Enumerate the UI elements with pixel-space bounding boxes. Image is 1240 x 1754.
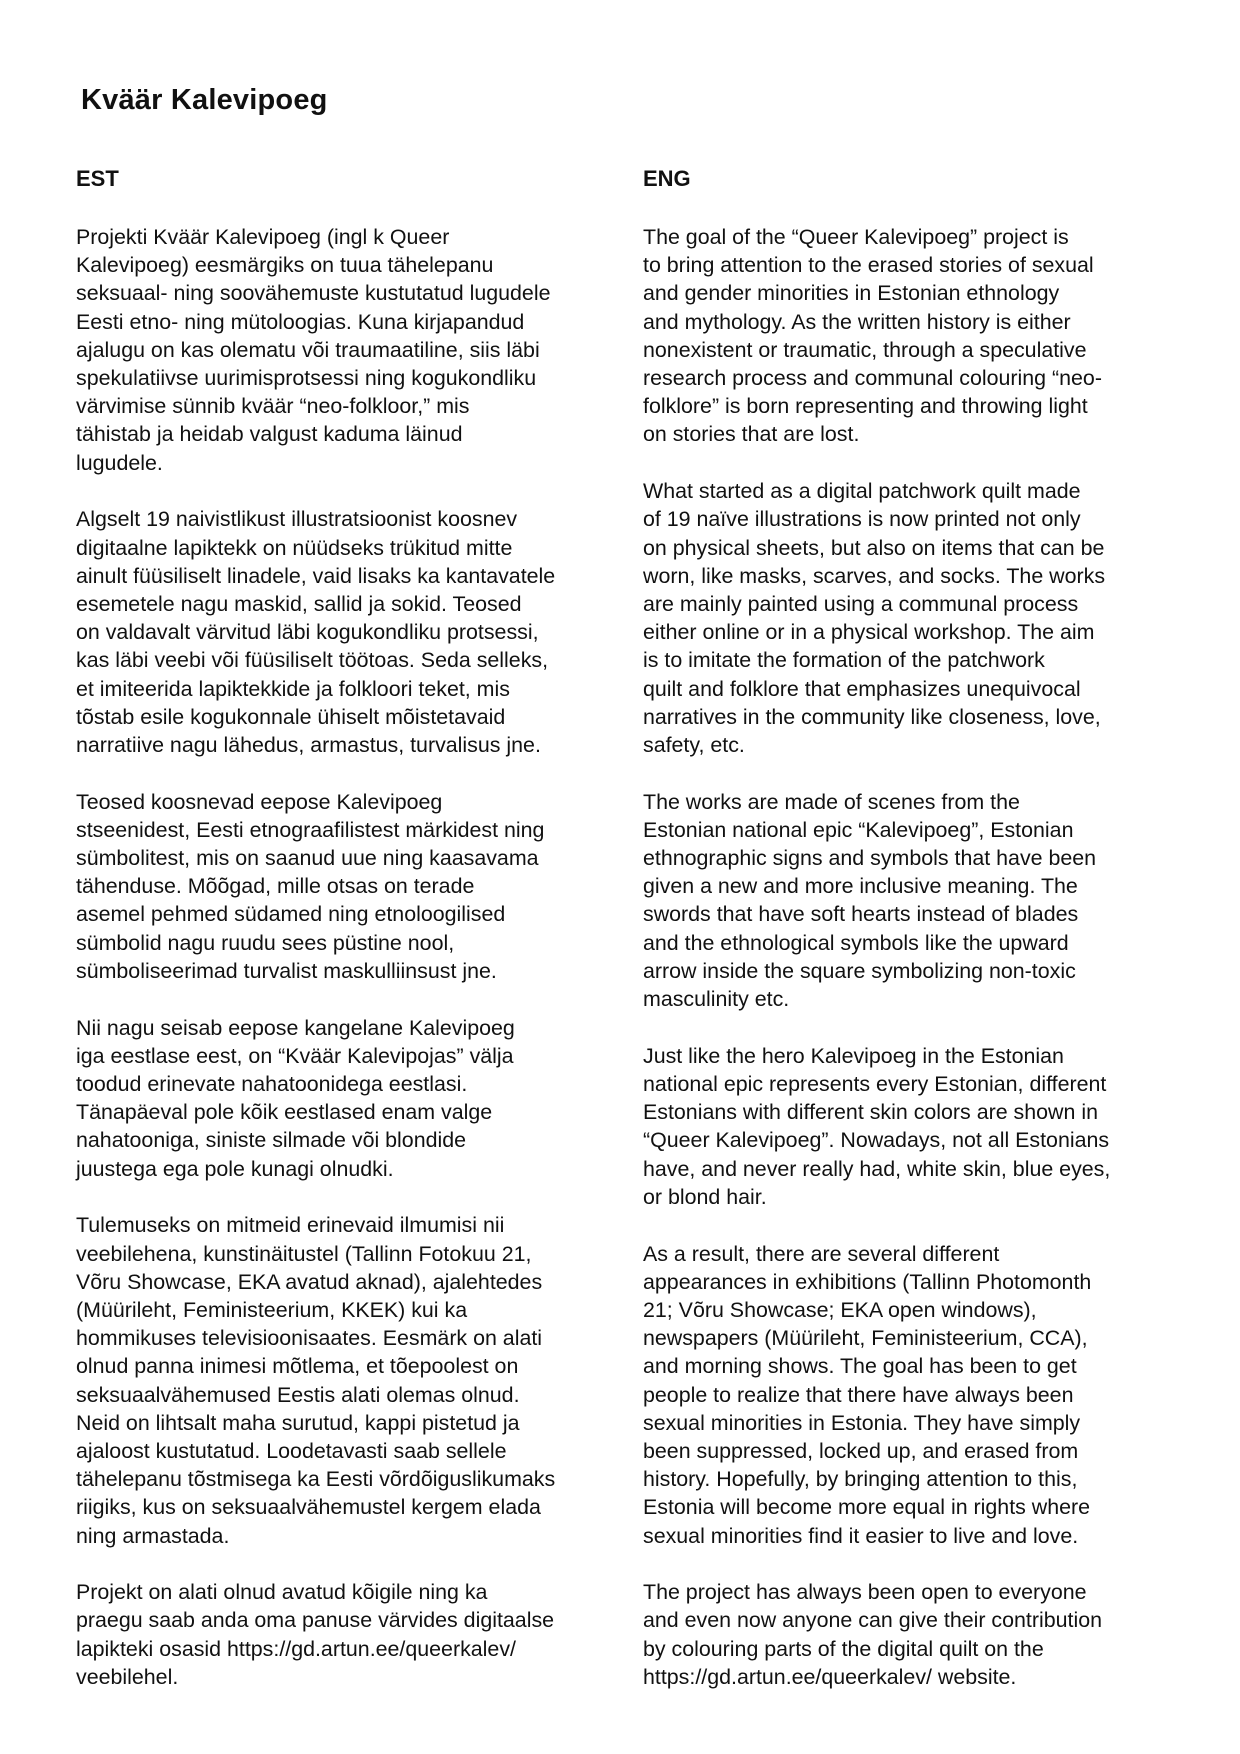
page-title: Kväär Kalevipoeg	[81, 84, 328, 116]
text-line: ning armastada.	[76, 1523, 230, 1548]
text-line: ajaloost kustutatud. Loodetavasti saab sellele	[76, 1438, 507, 1463]
text-line: praegu saab anda oma panuse värvides digitaalse	[76, 1608, 555, 1633]
text-line: on valdavalt värvitud läbi kogukondliku protsessi,	[76, 620, 539, 645]
text-line: tähelepanu tõstmisega ka Eesti võrdõiguslikumaks	[76, 1467, 556, 1492]
text-line: sümbolid nagu ruudu sees püstine nool,	[76, 930, 455, 955]
text-line: “Queer Kalevipoeg”. Nowadays, not all Estonians	[643, 1128, 1110, 1153]
text-line: seksuaal- ning soovähemuste kustutatud lugudele	[76, 281, 551, 306]
text-line: https://gd.artun.ee/queerkalev/ website.	[643, 1664, 1017, 1689]
text-line: and mythology. As the written history is either	[643, 309, 1071, 334]
text-line: asemel pehmed südamed ning etnoloogilised	[76, 902, 506, 927]
text-line: safety, etc.	[643, 732, 745, 757]
text-line: hommikuses televisioonisaates. Eesmärk on alati	[76, 1326, 543, 1351]
text-line: kas läbi veebi või füüsiliselt töötoas. Seda selleks,	[76, 648, 549, 673]
eng-paragraph	[643, 1240, 1183, 1550]
text-line: spekulatiivse uurimisprotsessi ning kogukondliku	[76, 366, 537, 391]
text-line: been suppressed, locked up, and erased from	[643, 1438, 1079, 1463]
text-line: Eesti etno- ning mütoloogias. Kuna kirjapandud	[76, 309, 525, 334]
est-paragraph	[76, 788, 616, 985]
text-line: veebilehena, kunstinäitustel (Tallinn Fotokuu 21,	[76, 1241, 532, 1266]
text-line: sümbolitest, mis on saanud uue ning kaasavama	[76, 846, 539, 871]
text-line: national epic represents every Estonian, different	[643, 1071, 1107, 1096]
text-line: et imiteerida lapiktekkide ja folkloori teket, mis	[76, 676, 510, 701]
text-line: and morning shows. The goal has been to get	[643, 1354, 1077, 1379]
estonian-column	[76, 166, 616, 1720]
text-line: folklore” is born representing and throwing light	[643, 394, 1088, 419]
eng-heading: ENG	[643, 166, 691, 191]
est-heading: EST	[76, 166, 119, 191]
text-line: on stories that are lost.	[643, 422, 860, 447]
text-line: narratives in the community like closeness, love,	[643, 704, 1101, 729]
text-line: veebilehel.	[76, 1664, 179, 1689]
text-line: to bring attention to the erased stories of sexual	[643, 253, 1094, 278]
text-line: värvimise sünnib kväär “neo-folkloor,” mis	[76, 394, 470, 419]
est-paragraph	[76, 1578, 616, 1691]
text-line: and the ethnological symbols like the upward	[643, 930, 1069, 955]
text-line: sümboliseerimad turvalist maskulliinsust jne.	[76, 958, 497, 983]
text-line: seksuaalvähemused Eestis alati olemas olnud.	[76, 1382, 520, 1407]
text-line: newspapers (Müürileht, Feministeerium, CCA),	[643, 1326, 1088, 1351]
text-line: digitaalne lapiktekk on nüüdseks trükitud mitte	[76, 535, 513, 560]
text-line: sexual minorities in Estonia. They have simply	[643, 1410, 1081, 1435]
text-line: research process and communal colouring “neo-	[643, 366, 1102, 391]
text-line: Estonia will become more equal in rights where	[643, 1495, 1091, 1520]
text-line: worn, like masks, scarves, and socks. The works	[643, 563, 1106, 588]
est-paragraph	[76, 223, 616, 477]
text-line: Kalevipoeg) eesmärgiks on tuua tähelepanu	[76, 253, 494, 278]
text-line: Projekti Kväär Kalevipoeg (ingl k Queer	[76, 225, 450, 249]
text-line: Just like the hero Kalevipoeg in the Estonian	[643, 1043, 1064, 1068]
text-line: lapikteki osasid https://gd.artun.ee/queerkalev/	[76, 1636, 516, 1661]
text-line: swords that have soft hearts instead of blades	[643, 902, 1079, 927]
text-line: ajalugu on kas olematu või traumaatiline, siis läbi	[76, 337, 540, 362]
text-line: ethnographic signs and symbols that have been	[643, 846, 1097, 871]
text-line: iga eestlase eest, on “Kväär Kalevipojas” välja	[76, 1043, 514, 1068]
est-paragraph	[76, 1014, 616, 1183]
text-line: arrow inside the square symbolizing non-toxic	[643, 958, 1076, 983]
est-paragraph	[76, 1211, 616, 1549]
text-line: of 19 naïve illustrations is now printed not only	[643, 507, 1081, 532]
text-line: As a result, there are several different	[643, 1241, 1000, 1266]
text-line: Nii nagu seisab eepose kangelane Kalevipoeg	[76, 1015, 515, 1040]
text-line: and even now anyone can give their contribution	[643, 1608, 1103, 1633]
text-line: tähistab ja heidab valgust kaduma läinud	[76, 422, 463, 447]
text-line: either online or in a physical workshop. The aim	[643, 620, 1095, 645]
text-line: What started as a digital patchwork quilt made	[643, 479, 1081, 504]
text-line: on physical sheets, but also on items that can be	[643, 535, 1105, 560]
text-line: riigiks, kus on seksuaalvähemustel kergem elada	[76, 1495, 541, 1520]
est-paragraph	[76, 505, 616, 759]
text-line: given a new and more inclusive meaning. The	[643, 874, 1078, 899]
text-line: Estonian national epic “Kalevipoeg”, Estonian	[643, 817, 1074, 842]
text-line: The works are made of scenes from the	[643, 789, 1020, 814]
text-line: Estonians with different skin colors are shown in	[643, 1100, 1098, 1125]
text-line: toodud erinevate nahatoonidega eestlasi.	[76, 1071, 468, 1096]
text-line: olnud panna inimesi mõtlema, et tõepoolest on	[76, 1354, 519, 1379]
eng-paragraph	[643, 1578, 1183, 1691]
eng-paragraph	[643, 788, 1183, 1014]
text-line: is to imitate the formation of the patchwork	[643, 648, 1045, 673]
text-line: Tulemuseks on mitmeid erinevaid ilmumisi nii	[76, 1213, 505, 1238]
text-line: The project has always been open to everyone	[643, 1580, 1087, 1605]
text-line: esemetele nagu maskid, sallid ja sokid. Teosed	[76, 591, 522, 616]
text-line: quilt and folklore that emphasizes unequivocal	[643, 676, 1081, 701]
text-line: Võru Showcase, EKA avatud aknad), ajalehtedes	[76, 1269, 543, 1294]
text-line: or blond hair.	[643, 1184, 767, 1209]
est-paragraphs	[76, 223, 616, 1691]
text-line: nonexistent or traumatic, through a speculative	[643, 337, 1087, 362]
text-line: have, and never really had, white skin, blue eyes,	[643, 1156, 1111, 1181]
eng-paragraph	[643, 1042, 1183, 1211]
text-line: and gender minorities in Estonian ethnology	[643, 281, 1060, 306]
text-line: sexual minorities find it easier to live and love.	[643, 1523, 1079, 1548]
text-line: Teosed koosnevad eepose Kalevipoeg	[76, 789, 443, 814]
text-line: juustega ega pole kunagi olnudki.	[76, 1156, 394, 1181]
text-line: people to realize that there have always been	[643, 1382, 1074, 1407]
text-line: Projekt on alati olnud avatud kõigile ning ka	[76, 1580, 488, 1605]
text-line: lugudele.	[76, 450, 163, 475]
text-line: Tänapäeval pole kõik eestlased enam valge	[76, 1100, 493, 1125]
text-line: nahatooniga, siniste silmade või blondide	[76, 1128, 467, 1153]
eng-paragraphs	[643, 223, 1183, 1691]
text-line: Neid on lihtsalt maha surutud, kappi pistetud ja	[76, 1410, 520, 1435]
eng-paragraph	[643, 223, 1183, 449]
text-line: Algselt 19 naivistlikust illustratsioonist koosnev	[76, 507, 518, 532]
text-line: ainult füüsiliselt linadele, vaid lisaks ka kantavatele	[76, 563, 556, 588]
text-line: narratiive nagu lähedus, armastus, turvalisus jne.	[76, 732, 541, 757]
text-line: appearances in exhibitions (Tallinn Photomonth	[643, 1269, 1092, 1294]
text-line: by colouring parts of the digital quilt on the	[643, 1636, 1044, 1661]
text-line: are mainly painted using a communal process	[643, 591, 1079, 616]
english-column	[643, 166, 1183, 1720]
text-line: The goal of the “Queer Kalevipoeg” project is	[643, 225, 1069, 249]
text-line: history. Hopefully, by bringing attention to this,	[643, 1467, 1078, 1492]
text-line: stseenidest, Eesti etnograafilistest märkidest ning	[76, 817, 545, 842]
text-line: masculinity etc.	[643, 987, 790, 1012]
eng-paragraph	[643, 477, 1183, 759]
text-line: (Müürileht, Feministeerium, KKEK) kui ka	[76, 1297, 468, 1322]
text-line: 21; Võru Showcase; EKA open windows),	[643, 1297, 1037, 1322]
text-line: tõstab esile kogukonnale ühiselt mõistetavaid	[76, 704, 506, 729]
text-line: tähenduse. Mõõgad, mille otsas on terade	[76, 874, 475, 899]
